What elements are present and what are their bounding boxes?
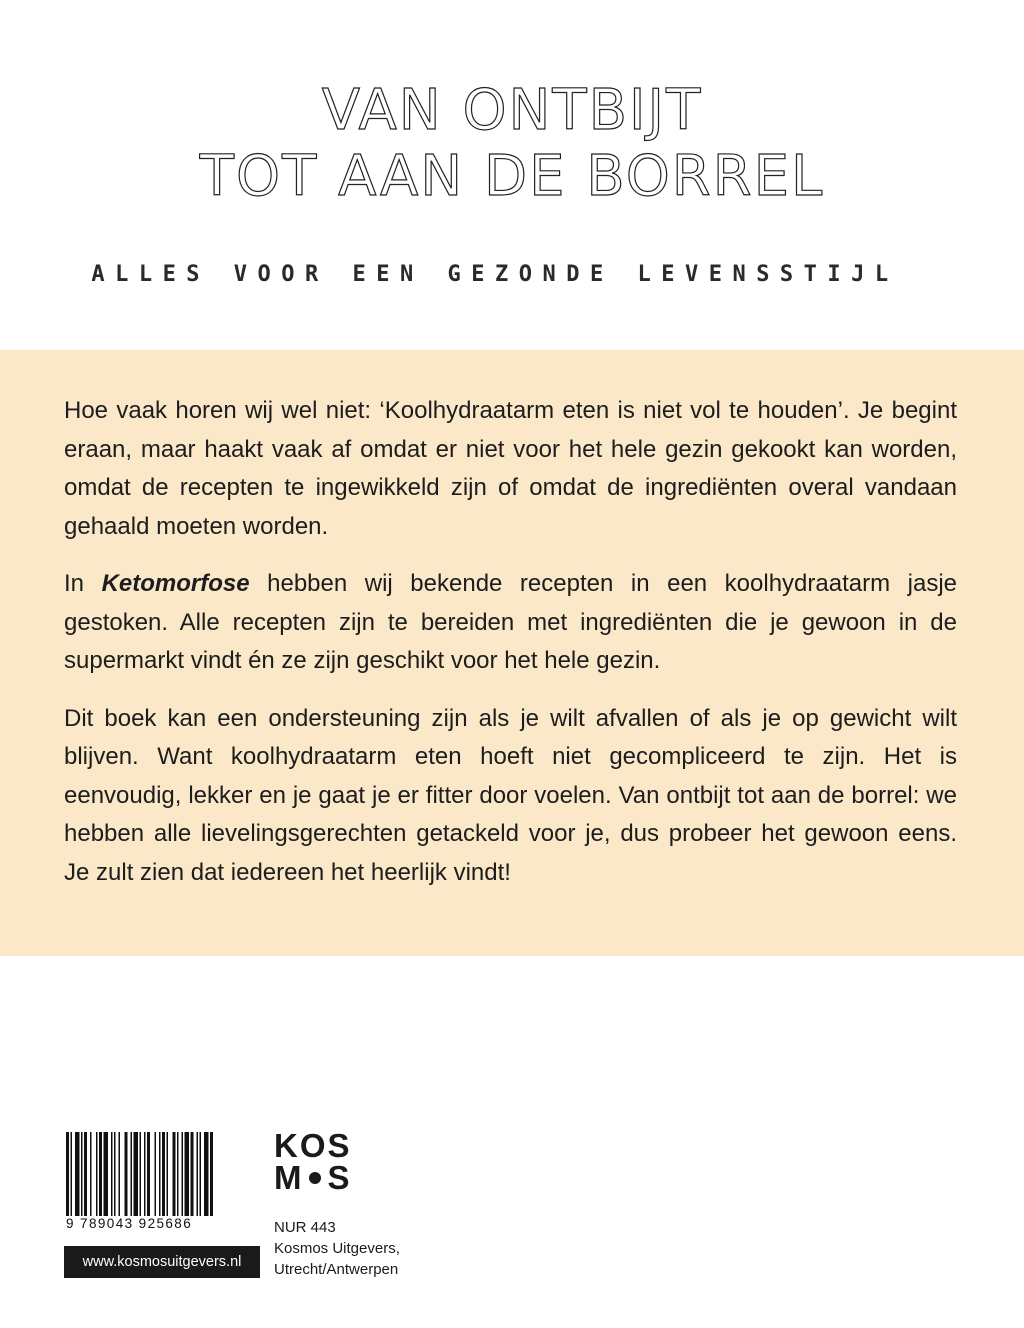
publisher-logo (274, 1127, 364, 1196)
title-line-2: TOT AAN DE BORREL (199, 144, 825, 209)
logo-row-2 (274, 1159, 364, 1196)
barcode-digits: 9 789043 925686 (66, 1216, 260, 1231)
publisher-name: Kosmos Uitgevers, (274, 1240, 400, 1257)
logo-dot (309, 1172, 321, 1184)
publisher-city: Utrecht/Antwerpen (274, 1261, 399, 1278)
book-name: Ketomorfose (101, 570, 250, 597)
blurb-p2-prefix: In (64, 570, 102, 597)
blurb-text (64, 392, 957, 911)
logo-letter-s: S (327, 1159, 352, 1196)
nur-code: NUR 443 (274, 1219, 336, 1236)
blurb-p2-rest: hebben wij bekende recepten in een koolhydraatarm jasje gestoken. Alle recepten zijn te bereiden met ingrediënten die je gewoon in de supermarkt vindt én ze zijn geschikt voor het hele gezin. (64, 570, 957, 674)
blurb-paragraph-1: Hoe vaak horen wij wel niet: ‘Koolhydraatarm eten is niet vol te houden’. Je begint eraan, maar haakt vaak af omdat er niet voor het hele gezin gekookt kan worden, omdat de recepten te ingewikkeld zijn of omdat de ingrediënten overal vandaan gehaald moeten worden. (64, 397, 957, 540)
book-title (0, 78, 1024, 210)
subtitle: ALLES VOOR EEN GEZONDE LEVENSSTIJL (91, 262, 899, 287)
website-url: www.kosmosuitgevers.nl (64, 1246, 260, 1278)
logo-letter-m: M (274, 1159, 304, 1196)
blurb-paragraph-3: Dit boek kan een ondersteuning zijn als je wilt afvallen of als je op gewicht wilt blijven. Want koolhydraatarm eten hoeft niet gecompliceerd te zijn. Het is eenvoudig, lekker en je gaat je er fitter door voelen. Van ontbijt tot aan de borrel: we hebben alle lievelingsgerechten getackeld voor je, dus probeer het gewoon eens. Je zult zien dat iedereen het heerlijk vindt! (64, 704, 957, 886)
logo-row-1: KOS (274, 1127, 352, 1164)
blurb-paragraph-2 (64, 565, 957, 681)
publisher-info (274, 1217, 400, 1280)
title-line-1: VAN ONTBIJT (321, 78, 703, 143)
